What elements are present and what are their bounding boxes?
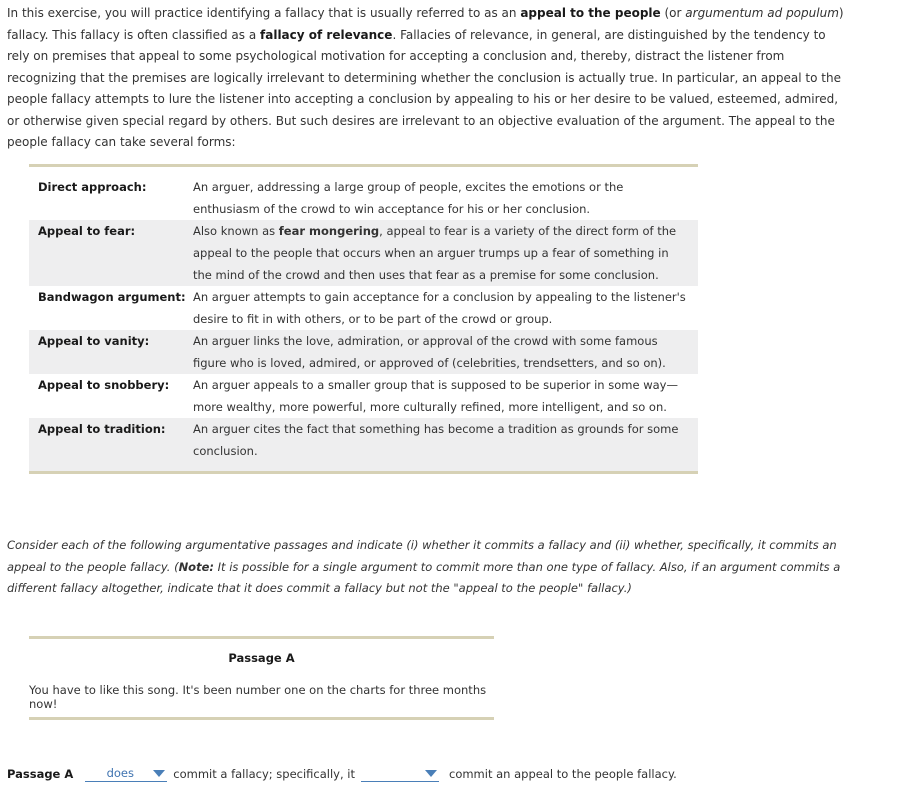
table-row: [29, 166, 698, 221]
fallacy-forms-table: [29, 164, 698, 474]
note-label: Note:: [178, 559, 214, 574]
form-description: An arguer attempts to gain acceptance for a conclusion by appealing to the listener's desire to fit in with others, or to be part of the crowd or group.: [193, 290, 686, 326]
answer-end-text: commit an appeal to the people fallacy.: [449, 766, 677, 781]
dropdown-value: does: [106, 766, 134, 780]
passage-box: [29, 636, 494, 720]
form-term: Appeal to tradition:: [29, 418, 193, 473]
table-row: [29, 374, 698, 418]
form-term: Bandwagon argument:: [38, 290, 186, 304]
instructions-text-2: It is possible for a single argument to commit more than one type of fallacy. Also, if an argument commits a different fallacy altogether, indicate that it does commit a fallacy but not the "appeal to the people" fallacy.): [7, 559, 841, 595]
fallacy-commit-dropdown[interactable]: [85, 765, 167, 782]
form-term: Appeal to fear:: [29, 220, 193, 286]
answer-row: [7, 765, 677, 782]
passage-title: Passage A: [228, 651, 295, 665]
instructions-text-1: Consider each of the following argumentative passages and indicate (i) whether it commits a fallacy and (ii) whether, specifically, it commits an appeal to the people fallacy. (: [7, 538, 837, 574]
intro-text-3: ) fallacy. This fallacy is often classified as a: [7, 6, 844, 42]
form-description: An arguer links the love, admiration, or approval of the crowd with some famous figure who is loved, admired, or approved of (celebrities, trendsetters, and so on).: [193, 330, 698, 374]
appeal-commit-dropdown[interactable]: [361, 765, 439, 782]
form-term: Direct approach:: [38, 180, 147, 194]
intro-text-1: In this exercise, you will practice identifying a fallacy that is usually referred to as an: [7, 6, 521, 20]
table-row: [29, 330, 698, 374]
intro-paragraph: [7, 3, 847, 154]
desc-text: Also known as: [193, 224, 279, 238]
intro-text-4: . Fallacies of relevance, in general, are distinguished by the tendency to rely on premises that appeal to some psychological motivation for accepting a conclusion and, thereby, distract the listener from recognizing that the premises are logically irrelevant to determining whether the conclusion is actually true. In particular, an appeal to the people fallacy attempts to lure the listener into accepting a conclusion by appealing to his or her desire to be valued, esteemed, admired, or otherwise given special regard by others. But such desires are irrelevant to an objective evaluation of the argument. The appeal to the people fallacy can take several forms:: [7, 27, 841, 149]
chevron-down-icon: [153, 770, 165, 777]
instructions: [7, 535, 847, 600]
table-row: [29, 220, 698, 286]
answer-label: Passage A: [7, 766, 74, 781]
table-row: [29, 286, 698, 330]
form-term: Appeal to snobbery:: [38, 378, 170, 392]
chevron-down-icon: [425, 770, 437, 777]
passage-text: You have to like this song. It's been number one on the charts for three months now!: [29, 683, 487, 711]
form-description: An arguer appeals to a smaller group that is supposed to be superior in some way—more wealthy, more powerful, more culturally refined, more intelligent, and so on.: [193, 378, 678, 414]
table-row: [29, 418, 698, 473]
intro-text-2: (or: [660, 6, 686, 20]
intro-bold-appeal: appeal to the people: [520, 6, 661, 20]
answer-mid-text: commit a fallacy; specifically, it: [173, 766, 355, 781]
intro-bold-relevance: fallacy of relevance: [260, 27, 393, 42]
intro-italic-latin: argumentum ad populum: [685, 6, 839, 20]
form-description: An arguer, addressing a large group of people, excites the emotions or the enthusiasm of the crowd to win acceptance for his or her conclusion.: [193, 180, 624, 216]
form-term: Appeal to vanity:: [29, 330, 193, 374]
form-description: An arguer cites the fact that something has become a tradition as grounds for some conclusion.: [193, 418, 698, 473]
desc-text: , appeal to fear is a variety of the direct form of the appeal to the people that occurs when an arguer trumps up a fear of something in the mind of the crowd and then uses that fear as a premise for some conclusion.: [193, 224, 677, 282]
desc-bold: fear mongering: [278, 224, 380, 238]
form-description: [193, 220, 698, 286]
